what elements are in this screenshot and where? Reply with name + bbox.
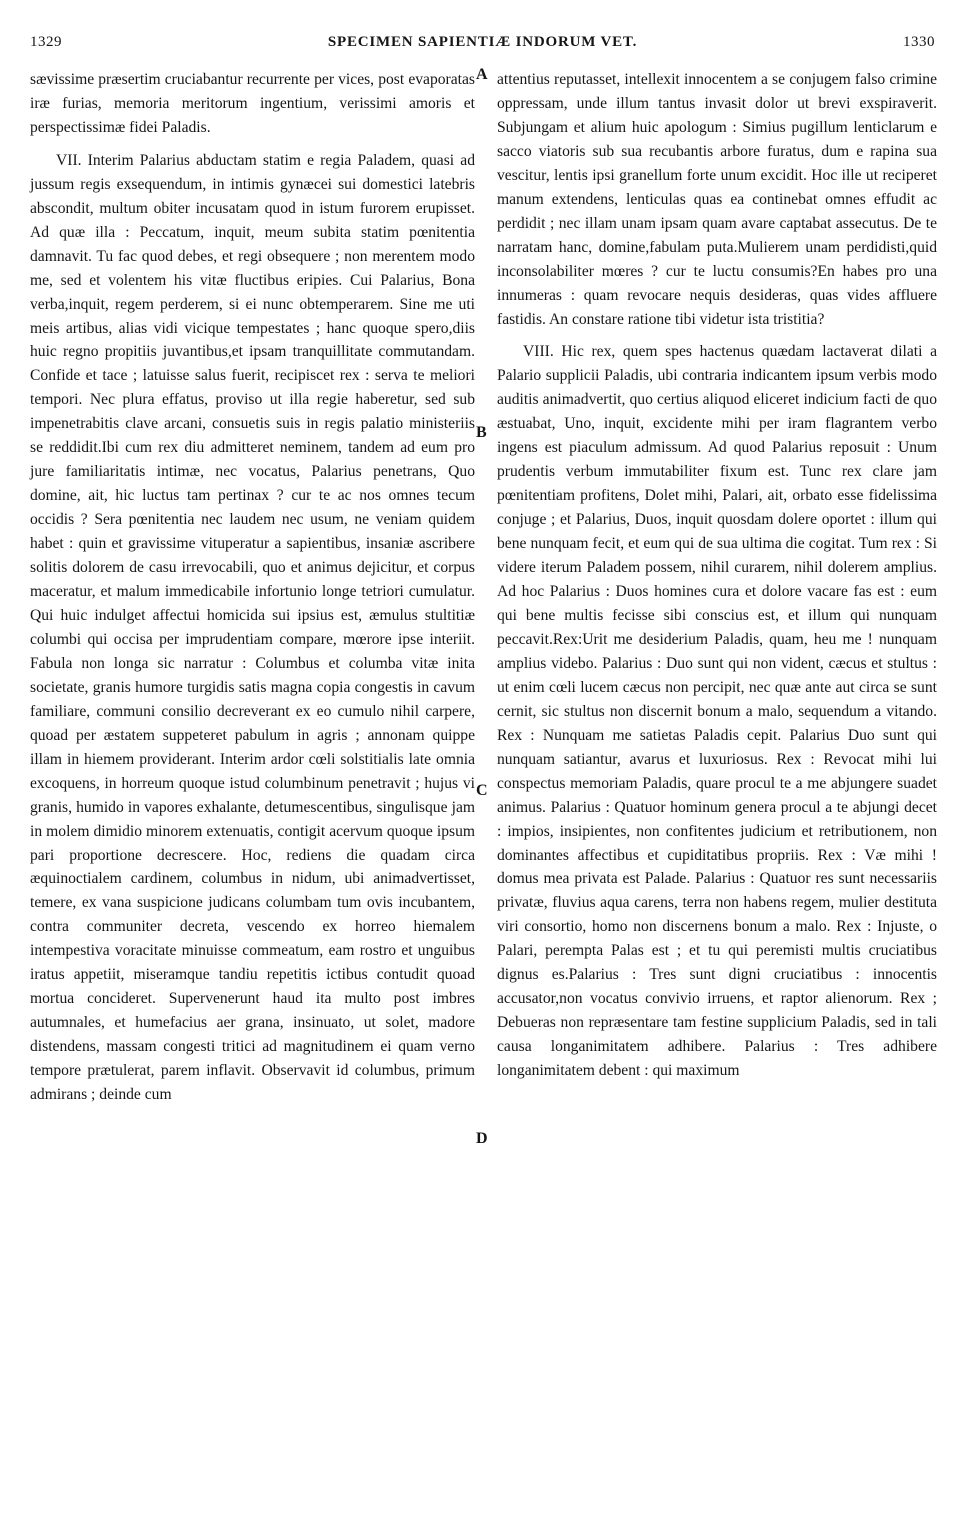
page-number-left: 1329 — [30, 34, 62, 50]
left-paragraph-2: VII. Interim Palarius abductam statim e regia Paladem, quasi ad jussum regis exsequendum, in intimis gynæcei sui domestici latebris abscondit, multum obiter incusatam quod in istum furorem erupisset. Ad quæ illa : Peccatum, inquit, meum subita statim pœnitentia damnavit. Tu fac quod debes, et regi obsequere ; non merentem modo me, sed et volentem his vitæ fluctibus eripies. Cui Palarius, Bona verba,inquit, regem perderem, si ei nunc obtemperarem. Sine me uti meis artibus, alias vidi vicique tempestates ; hanc quoque spero,diis huic regno propitiis juvantibus,et ipsam tranquillitate commutandam. Confide et tace ; latuisse salus fuerit, recipiscet rex : serva te meliori tempori. Nec plura effatus, proviso ut illa regie haberetur, sed sub impenetrabitis clave arcani, consuetis suis in regis palatio ministeriis se reddidit.Ibi cum rex diu admitteret neminem, tandem ad eum pro jure familiaritatis intimæ, nec vocatus, Palarius penetrans, Quo domine, ait, hic luctus tam pertinax ? cur te ac nos omnes tecum occidis ? Sera pœnitentia nec laudem nec usum, ne veniam quidem habet : quin et gravissime vituperatur a sapientibus, insaniæ ascribere solitis dolorem de casu irrevocabili, quo et animus dejicitur, et corpus maceratur, et malum immedicabile infortunio longe tetriori cumulatur. Qui huic indulget affectui homicida sui ipsius est, æmulus stultitiæ columbi qui occisa per imprudentiam compare, mœrore ipse interiit. Fabula non longa sic narratur : Columbus et columba vitæ inita societate, granis humore turgidis satis magna copia congestis in cavum familiare, communi consilio decreverant ex eo cumulo nihil carpere, quoad per æstatem suppeteret pabulum in agris ; annonam quippe illam in hiemem providerant. Interim ardor cœli solstitialis late omnia excoquens, in horreum quoque istud columbinum penetravit ; hujus vi granis, humido in vapores exhalante, detumescentibus, singulisque jam in molem dimidio minorem extenuatis, contigit acervum quoque ipsum pari proportione decrescere. Hoc, rediens die quadam circa æquinoctialem cardinem, columbus in nidum, ubi animadvertisset, temere, ex vana suspicione judicans columbam tum ovis incubantem, contra communiter decreta, vescendo ex horreo hiemalem intempestiva voracitate minuisse commeatum, eam rostro et unguibus iratus appetiit, miseramque tandiu repetitis ictibus contudit quoad mortua concideret. Supervenerunt haud ita multo post imbres autumnales, et humefacius aer grana, insinuato, ut solet, madore distendens, massam congesti tritici ad magnitudinem ei quam verno tempore prætulerat, parem inflavit. Observavit id columbus, primum admirans ; deinde cum — [30, 151, 475, 1104]
running-title: SPECIMEN SAPIENTIÆ INDORUM VET. — [327, 34, 638, 50]
margin-letter-d: D — [476, 1130, 488, 1147]
right-column — [497, 68, 937, 1083]
margin-letter-a: A — [476, 66, 488, 83]
margin-letter-c: C — [476, 782, 488, 799]
right-paragraph-2: VIII. Hic rex, quem spes hactenus quædam lactaverat dilati a Palario supplicii Paladis, ubi contraria indicantem ipsum verbis modo auditis animadvertit, quo certius aliquod eliceret indicium facti de quo æstuabat, Uno, inquit, excidente mihi per iram flagrantem verbo ingens est piaculum admissum. Ad quod Palarius reposuit : Unum prudentis verbum immutabiliter fixum est. Tunc rex clare jam pœnitentiam profitens, Dolet mihi, Palari, ait, orbato esse fidelissima conjuge ; et Palarius, Duos, inquit quosdam dolere oportet : illum qui bene nunquam fecit, et eum qui de sua ultima die cogitat. Tum rex : Si videre iterum Paladem possem, nihil curarem, nihil dolerem amplius. Ad hoc Palarius : Duos homines cura et dolore vacare fas est : eum qui bene multis fecisse sibi conscius est, et illum qui nunquam peccavit.Rex:Urit me desiderium Paladis, quam, heu me ! nunquam amplius videbo. Palarius : Duo sunt qui non vident, cæcus et stultus : ut enim cœli lucem cæcus non percipit, nec quæ ante aut circa se sunt cernit, sic stultus non discernit bonum a malo, sequendum a vitando. Rex : Nunquam me satietas Paladis cepit. Palarius Duo sunt qui nunquam satiantur, avarus et luxuriosus. Rex : Revocat mihi lui conspectus memoriam Paladis, quare procul te a me abjungere suadet animus. Palarius : Quatuor hominum genera procul a te abjungi decet : impios, insipientes, non confitentes judicium et retributionem, non dominantes affectibus et cupiditatibus propriis. Rex : Væ mihi ! domus mea privata est Palade. Palarius : Quatuor res sunt necessariis privatæ, fluvius aqua carens, terra non habens regem, mulier destituta viri consortio, homo non discernens bonum a malo. Rex : Injuste, o Palari, perempta Palas est ; et tu qui peremisti multis cruciatibus dignus es.Palarius : Tres sunt digni cruciatibus : innocentis accusator,non vocatus convivio irruens, et raptor alienorum. Rex ; Debueras non repræsentare tam festine supplicium Paladis, sed in tali causa longanimitatem adhibere. Palarius : Tres adhibere longanimitatem debent : qui maximum — [497, 343, 937, 1080]
left-column — [30, 68, 475, 1107]
page-number-right: 1330 — [903, 34, 935, 50]
margin-letter-b: B — [476, 424, 487, 441]
left-paragraph-1: sævissime præsertim cruciabantur recurrente per vices, post evaporatas iræ furias, memoria meritorum ingentium, verissimi amoris et perspectissimæ fidei Paladis. — [30, 71, 475, 136]
right-paragraph-1: attentius reputasset, intellexit innocentem a se conjugem falso crimine oppressam, unde illum tantus invasit dolor ut brevi exspiraverit. Subjungam et alium huic apologum : Simius pugillum lenticlarum e sacco viatoris sub sua recubantis arbore furatus, dum e rapina sua vescitur, lentis ipsi granellum forte unum excidit. Hoc ille ut reciperet manum extendens, lenticulas quas ea continebat omnes effudit ac perdidit ; nec illam unam ipsam quam avare captabat assecutus. De te narratam hanc, domine,fabulam puta.Mulierem unam perdidisti,quid inconsolabiliter mœres ? cur te luctu consumis?En habes pro una innumeras : quam revocare nequis desideras, quas vides affluere fastidis. An constare ratione tibi videtur ista tristitia? — [497, 71, 937, 328]
running-header — [30, 34, 935, 56]
